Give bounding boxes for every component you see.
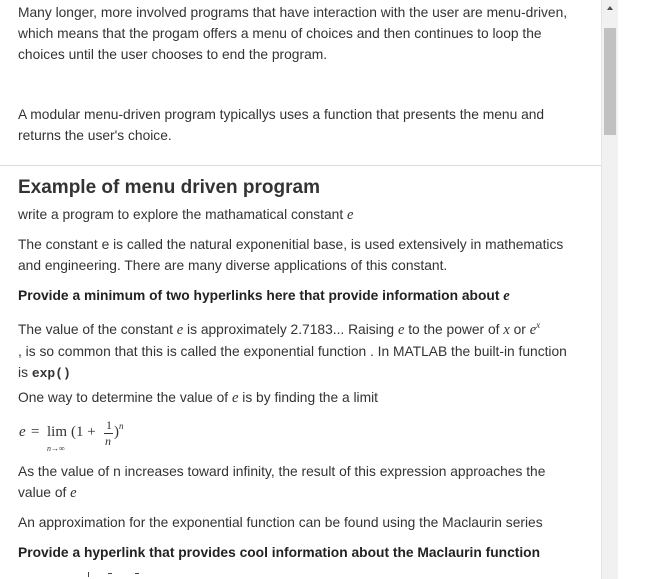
formula-close: ) — [114, 424, 119, 440]
formula-lim: lim — [47, 424, 68, 440]
task-prefix: write a program to explore the mathamatical constant — [18, 207, 347, 222]
formula-fraction-numerator: 1 — [106, 418, 112, 432]
hyperlinks-instruction — [18, 285, 578, 307]
formula-power: n — [119, 421, 124, 431]
increase-paragraph — [18, 461, 578, 504]
section-heading: Example of menu driven program — [18, 177, 320, 198]
hyperlinks-instruction-text: Provide a minimum of two hyperlinks here that provide information about — [18, 288, 504, 303]
ex-exponent: x — [536, 320, 541, 330]
formula-fraction-denominator: n — [105, 434, 111, 448]
ex-base: e — [529, 321, 537, 338]
constant-paragraph: The constant e is called the natural exponenitial base, is used extensively in mathematics and engineering. There are many diverse applications of this constant. — [18, 237, 564, 273]
formula-open: (1 + — [71, 424, 96, 440]
formula-equals: = — [31, 424, 40, 440]
limit-formula — [18, 420, 158, 454]
vertical-scrollbar[interactable] — [601, 0, 618, 579]
maclaurin-instruction: Provide a hyperlink that provides cool information about the Maclaurin function — [18, 545, 541, 560]
scrollbar-thumb[interactable] — [604, 28, 616, 135]
x-symbol: x — [503, 321, 510, 338]
scroll-up-button[interactable] — [602, 0, 618, 16]
value-text-3: to the power of — [404, 321, 504, 337]
e-symbol: e — [231, 390, 239, 406]
intro-paragraph-2: A modular menu-driven program typicallys uses a function that presents the menu and returns the user's choice. — [18, 107, 545, 143]
formula-lim-subscript: n→∞ — [47, 444, 65, 453]
limit-text-2: is by finding the a limit — [238, 390, 378, 405]
cut-off-formula-fragment — [88, 572, 148, 579]
value-text-4: or — [509, 321, 530, 337]
limit-text-1: One way to determine the value of — [18, 390, 232, 405]
matlab-function: exp() — [31, 365, 71, 381]
limit-paragraph — [18, 387, 578, 409]
section-divider — [0, 165, 601, 166]
triangle-up-icon — [602, 0, 618, 16]
intro-paragraph-1: Many longer, more involved programs that have interaction with the user are menu-driven, which means that the progam offers a menu of choices and then continues to loop the choices until the user chooses to end the program. — [18, 5, 568, 62]
value-paragraph — [18, 315, 578, 384]
e-symbol: e — [176, 321, 184, 338]
formula-lhs: e — [19, 424, 26, 440]
e-symbol: e — [397, 321, 405, 338]
e-power-x — [530, 322, 540, 338]
window-edge — [618, 0, 648, 579]
task-statement — [18, 204, 578, 226]
value-text-2: is approximately 2.7183... Raising — [183, 321, 398, 337]
e-symbol: e — [346, 207, 354, 223]
increase-text: As the value of n increases toward infinity, the result of this expression approaches the value of — [18, 464, 546, 500]
value-text-5: , is so common that this is called the exponential function . In MATLAB the built-in function is — [18, 343, 567, 380]
maclaurin-paragraph: An approximation for the exponential function can be found using the Maclaurin series — [18, 515, 543, 530]
e-symbol: e — [70, 485, 77, 501]
value-text-1: The value of the constant — [18, 321, 177, 337]
e-symbol: e — [503, 288, 510, 304]
